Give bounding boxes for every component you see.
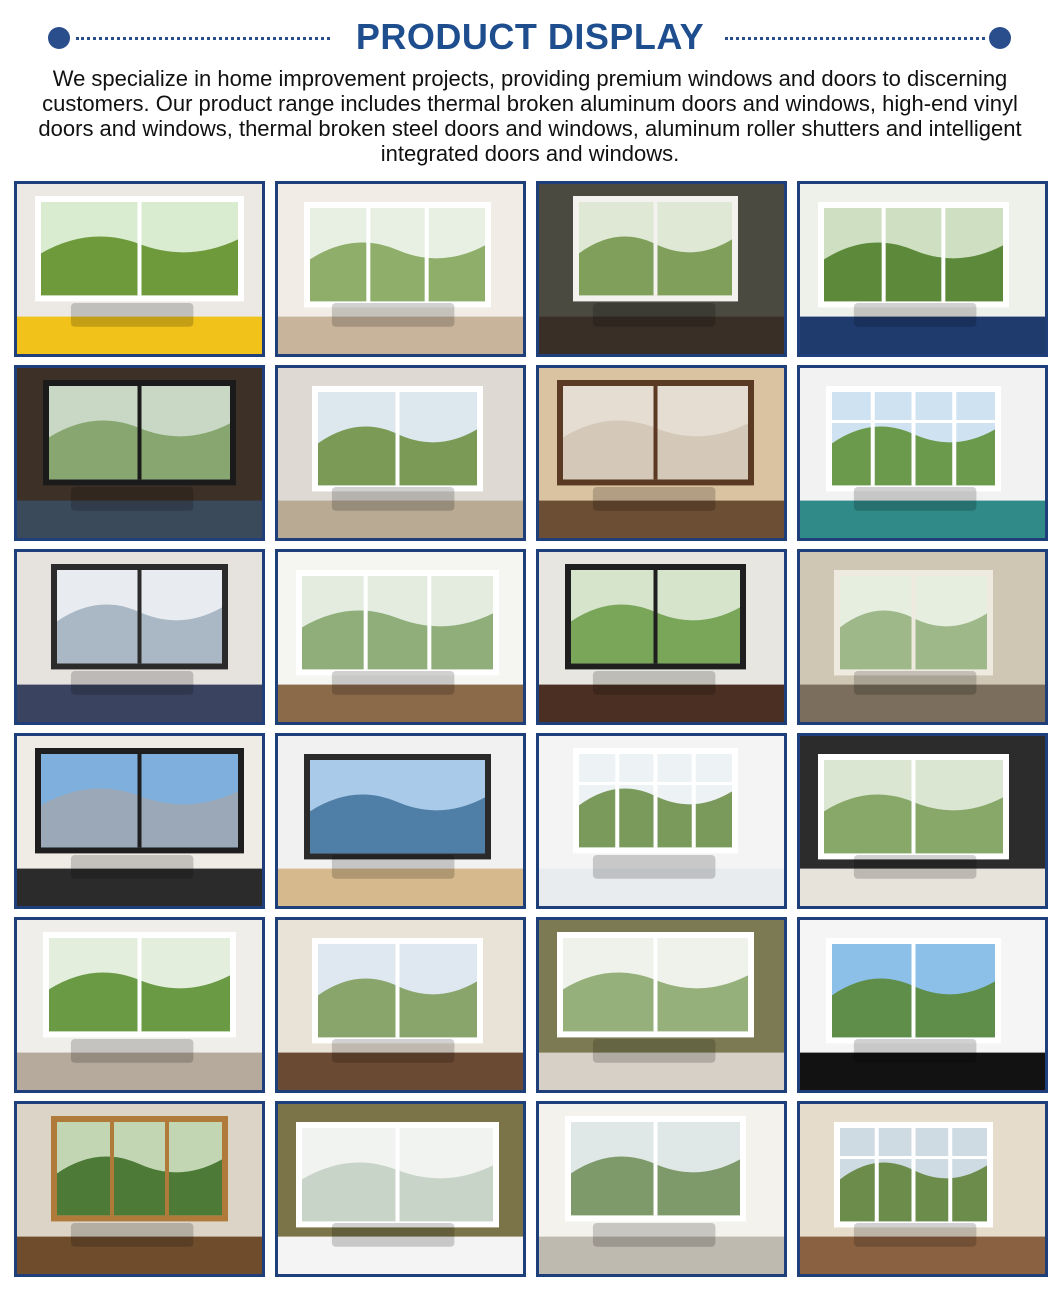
product-photo-sliding-window-yellow-sofa (14, 181, 265, 357)
header (0, 0, 1060, 76)
left-dot-ornament (48, 27, 70, 49)
window-mullion (396, 392, 400, 485)
furniture (854, 1039, 977, 1063)
product-gallery (14, 181, 1048, 1277)
product-photo-pool-table-sunroom (797, 365, 1048, 541)
window-mullion (654, 386, 658, 479)
window-transom (832, 420, 995, 423)
furniture (854, 671, 977, 695)
product-photo-home-office-window (797, 549, 1048, 725)
product-photo-brown-frame-city-view (536, 365, 787, 541)
right-dot-ornament (989, 27, 1011, 49)
window-mullion (364, 576, 368, 669)
furniture (71, 855, 193, 879)
window-mullion (948, 1128, 952, 1221)
product-photo-wood-frame-sliding-door (14, 1101, 265, 1277)
room-illustration (539, 736, 784, 906)
window-mullion (875, 1128, 879, 1221)
furniture (593, 303, 716, 327)
window-mullion (941, 208, 945, 301)
window-mullion (138, 386, 142, 479)
furniture (332, 303, 455, 327)
room-illustration (278, 368, 523, 538)
product-photo-sliding-door-garden-view (797, 181, 1048, 357)
window-mullion (138, 754, 142, 847)
page-title: PRODUCT DISPLAY (355, 16, 705, 57)
furniture (593, 671, 716, 695)
room-illustration (539, 184, 784, 354)
right-dotted-line (725, 37, 985, 40)
window-mullion (912, 944, 916, 1037)
furniture (854, 1223, 977, 1247)
window-mullion (654, 570, 658, 663)
window-mullion (138, 938, 142, 1031)
window-mullion (396, 944, 400, 1037)
product-photo-dark-wall-living-room (536, 181, 787, 357)
furniture (71, 1223, 193, 1247)
window-mullion (427, 576, 431, 669)
room-illustration (17, 368, 262, 538)
window-mullion (138, 570, 142, 663)
furniture (332, 671, 455, 695)
product-photo-transom-window-hill-view (536, 733, 787, 909)
window-mullion (654, 754, 658, 847)
product-photo-white-windows-living-room (275, 181, 526, 357)
furniture (71, 1039, 193, 1063)
room-illustration (17, 184, 262, 354)
furniture (332, 487, 455, 511)
room-illustration (800, 184, 1045, 354)
room-illustration (539, 368, 784, 538)
window-transom (579, 782, 732, 785)
furniture (332, 855, 455, 879)
window-mullion (912, 760, 916, 853)
window-mullion (110, 1122, 114, 1215)
room-illustration (17, 736, 262, 906)
room-illustration (800, 736, 1045, 906)
room-illustration (17, 1104, 262, 1274)
room-illustration (800, 368, 1045, 538)
product-photo-grid-window-mountain-view (797, 1101, 1048, 1277)
window-mullion (912, 1128, 916, 1221)
window-mullion (396, 1128, 400, 1221)
window-mullion (692, 754, 696, 847)
room-illustration (800, 920, 1045, 1090)
furniture (71, 671, 193, 695)
furniture (854, 303, 977, 327)
room-illustration (539, 920, 784, 1090)
window-mullion (615, 754, 619, 847)
product-photo-bathroom-olive-wall-window (275, 1101, 526, 1277)
product-photo-ocean-view-corner-window (275, 733, 526, 909)
room-illustration (278, 920, 523, 1090)
product-photo-bathroom-tub-window (536, 917, 787, 1093)
room-illustration (17, 920, 262, 1090)
window-mullion (138, 202, 142, 295)
room-illustration (539, 552, 784, 722)
room-illustration (800, 552, 1045, 722)
furniture (593, 487, 716, 511)
room-illustration (800, 1104, 1045, 1274)
window-transom (840, 1156, 987, 1159)
window-mullion (912, 576, 916, 669)
window-mullion (654, 202, 658, 295)
furniture (71, 487, 193, 511)
window-mullion (654, 938, 658, 1031)
room-illustration (278, 552, 523, 722)
product-photo-kitchen-island-black-windows (536, 549, 787, 725)
furniture (71, 303, 193, 327)
intro-paragraph: We specialize in home improvement projects, providing premium windows and doors to discerning customers. Our product range includes thermal broken aluminum doors and windows, high-end vinyl doors and windows, thermal broken steel doors and windows, aluminum roller shutters and intelligent integrated doors and windows. (38, 66, 1022, 166)
window-mullion (425, 208, 429, 301)
product-photo-bedroom-windows (14, 917, 265, 1093)
window-mullion (871, 392, 875, 485)
product-photo-patio-dining-exterior (14, 549, 265, 725)
product-photo-black-frame-city-skyline (14, 733, 265, 909)
window-mullion (654, 1122, 658, 1215)
furniture (854, 487, 977, 511)
product-photo-window-seat-bookshelf (797, 733, 1048, 909)
room-illustration (278, 1104, 523, 1274)
furniture (332, 1039, 455, 1063)
product-photo-kitchen-sink-window (536, 1101, 787, 1277)
window-mullion (952, 392, 956, 485)
product-photo-dining-room-white-windows (275, 549, 526, 725)
product-photo-black-frame-dark-living-room (14, 365, 265, 541)
furniture (593, 855, 716, 879)
product-photo-kitchen-ocean-view (797, 917, 1048, 1093)
window-mullion (165, 1122, 169, 1215)
window-mullion (912, 392, 916, 485)
window-mullion (366, 208, 370, 301)
room-illustration (278, 184, 523, 354)
room-illustration (17, 552, 262, 722)
window-mullion (882, 208, 886, 301)
furniture (332, 1223, 455, 1247)
room-illustration (278, 736, 523, 906)
product-photo-kitchen-white-window (275, 365, 526, 541)
left-dotted-line (76, 37, 330, 40)
furniture (593, 1039, 716, 1063)
product-photo-living-room-shelves-window (275, 917, 526, 1093)
furniture (854, 855, 977, 879)
room-illustration (539, 1104, 784, 1274)
furniture (593, 1223, 716, 1247)
